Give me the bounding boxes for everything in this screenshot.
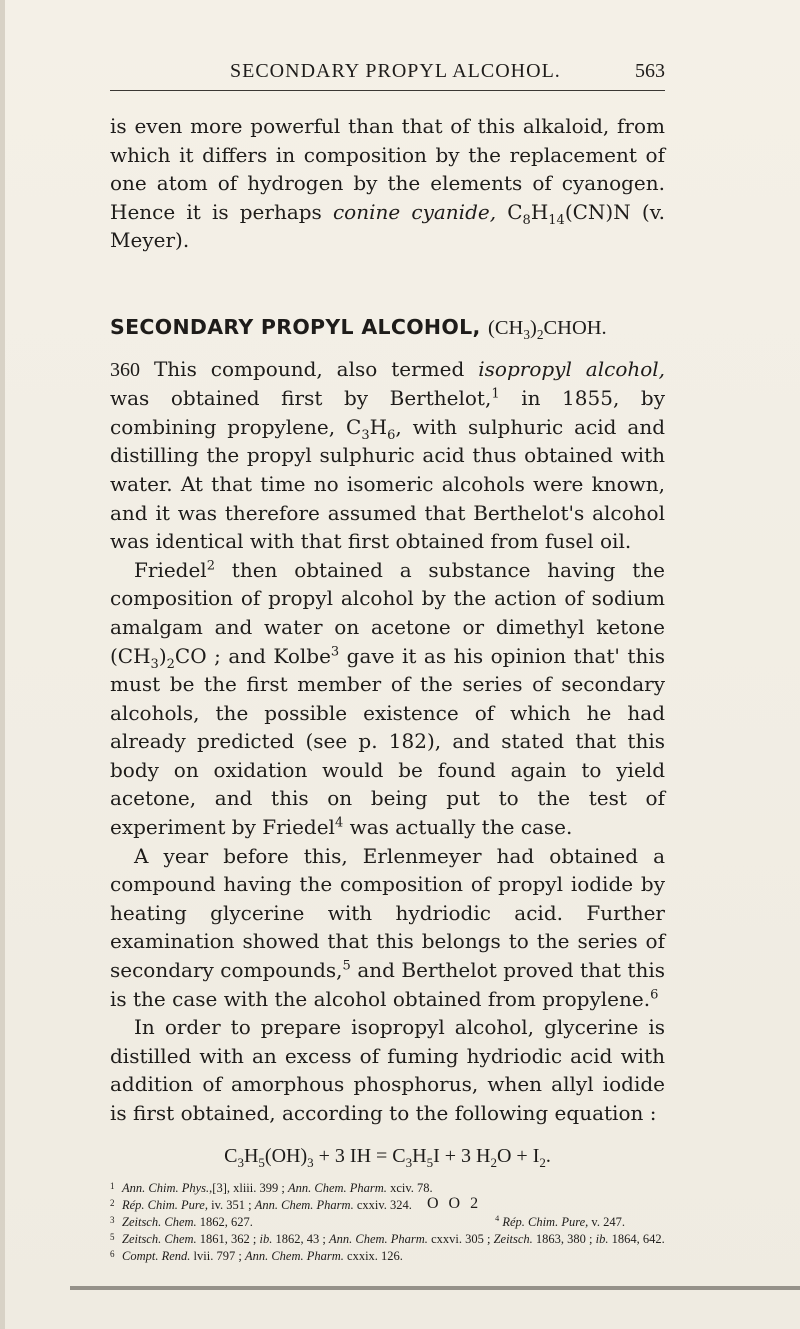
footnote-5-ref-e: 1864, 642. bbox=[611, 1232, 665, 1247]
footnote-2-ref-b: cxxiv. 324. bbox=[356, 1198, 412, 1213]
footnote-ref-1: 1 bbox=[491, 386, 500, 402]
footnote-5-ref-b: 1862, 43 ; bbox=[275, 1232, 326, 1247]
p1-italic: isopropyl alcohol, bbox=[478, 356, 666, 381]
paragraph-number: 360 bbox=[110, 358, 140, 381]
footnote-1-source-a: Ann. Chim. Phys. bbox=[122, 1181, 210, 1196]
section-formula bbox=[488, 316, 607, 343]
footnote-1-source-b: Ann. Chem. Pharm. bbox=[287, 1181, 387, 1196]
scan-edge-mark bbox=[70, 1286, 800, 1290]
footnote-4-ref: v. 247. bbox=[591, 1215, 625, 1230]
p1-text4: H bbox=[369, 414, 388, 439]
footnote-ref-6: 6 bbox=[650, 986, 659, 1002]
intro-attribution: (v. Meyer). bbox=[110, 199, 665, 253]
compound-name: conine cyanide, bbox=[332, 199, 497, 224]
footnote-5-ref-a: 1861, 362 ; bbox=[199, 1232, 257, 1247]
eq-s2: 5 bbox=[258, 1154, 265, 1170]
eq-t7: O + I bbox=[496, 1144, 540, 1167]
p2-sub2: 2 bbox=[166, 656, 175, 672]
scan-gutter bbox=[0, 0, 5, 1329]
paragraph-friedel bbox=[110, 556, 665, 842]
footnote-3-4-row bbox=[110, 1214, 665, 1231]
footnote-5-source-b: Ann. Chem. Pharm. bbox=[328, 1232, 428, 1247]
p1-text3: in 1855, by combining propylene, C bbox=[110, 386, 665, 439]
p2-text6: was actually the case. bbox=[349, 815, 573, 840]
footnotes bbox=[110, 1180, 665, 1265]
section-formula-end: CHOH. bbox=[543, 316, 607, 339]
eq-t2: H bbox=[243, 1144, 259, 1167]
p3-text2: and Berthelot proved that this is the case with the alcohol obtained from propylene. bbox=[110, 958, 666, 1011]
formula-c-sub: 8 bbox=[522, 212, 531, 228]
p2-text3: ) bbox=[158, 643, 167, 668]
page-body bbox=[110, 112, 665, 1265]
p3-text1: A year before this, Erlenmeyer had obtained a compound having the composition of propyl iodide by heating glycerine with hydriodic acid. Further examination showed that this belongs to the series of secondary compounds, bbox=[110, 843, 665, 983]
footnote-4-mark: 4 bbox=[495, 1214, 500, 1224]
eq-t6: I + 3 H bbox=[433, 1144, 491, 1167]
section-title bbox=[110, 313, 665, 343]
p4-text: In order to prepare isopropyl alcohol, glycerine is distilled with an excess of fuming hydriodic acid with addition of amorphous phosphorus, when allyl iodide is first obtained, according to the following equation : bbox=[110, 1015, 665, 1125]
p1-sub1: 3 bbox=[361, 427, 370, 443]
footnote-2 bbox=[110, 1197, 665, 1214]
eq-t1: C bbox=[224, 1144, 238, 1167]
eq-s3: 3 bbox=[307, 1154, 314, 1170]
footnote-2-ref-a: iv. 351 ; bbox=[211, 1198, 252, 1213]
p1-text1: This compound, also termed bbox=[153, 356, 465, 381]
intro-paragraph bbox=[110, 112, 665, 255]
p2-text4: CO ; and Kolbe bbox=[174, 643, 331, 668]
formula-c: C bbox=[507, 199, 523, 224]
eq-s5: 5 bbox=[426, 1154, 434, 1170]
footnote-6-source-b: Ann. Chem. Pharm. bbox=[244, 1249, 344, 1264]
section-formula-sub2: 2 bbox=[536, 327, 544, 343]
p2-sub1: 3 bbox=[150, 656, 159, 672]
footnote-1-ref-b: xciv. 78. bbox=[390, 1181, 433, 1196]
eq-s1: 3 bbox=[237, 1154, 244, 1170]
page-number: 563 bbox=[635, 60, 665, 82]
paragraph-preparation bbox=[110, 1013, 665, 1127]
footnote-1 bbox=[110, 1180, 665, 1197]
footnote-3-ref: 1862, 627. bbox=[199, 1215, 253, 1230]
p2-text5: gave it as his opinion that' this must be the first member of the series of secondary alcohols, the possible existence of which he had already predicted (see p. 182), and stated that this body on oxidation would be found again to yield acetone, and this on being put to the test of experiment by Friedel bbox=[110, 643, 665, 840]
eq-s7: 2 bbox=[539, 1154, 546, 1170]
footnote-5-ref-d: 1863, 380 ; bbox=[535, 1232, 593, 1247]
eq-t4: + 3 IH = C bbox=[313, 1144, 406, 1167]
footnote-ref-4: 4 bbox=[334, 815, 344, 831]
p2-text2: then obtained a substance having the composition of propyl alcohol by the action of sodium amalgam and water on acetone or dimethyl ketone (CH bbox=[110, 557, 666, 668]
formula-rest: (CN)N bbox=[564, 199, 631, 224]
footnote-ref-5: 5 bbox=[342, 958, 351, 974]
paragraph-360 bbox=[110, 355, 665, 556]
footnote-4 bbox=[495, 1214, 625, 1231]
eq-t8: . bbox=[545, 1144, 551, 1167]
footnote-3-source: Zeitsch. Chem. bbox=[122, 1215, 197, 1230]
footnote-6-source-a: Compt. Rend. bbox=[122, 1249, 191, 1264]
p1-text2: was obtained first by Berthelot, bbox=[110, 386, 492, 411]
footnote-6 bbox=[110, 1248, 665, 1265]
footnote-5-source-a: Zeitsch. Chem. bbox=[122, 1232, 197, 1247]
footnote-5-source-c: Zeitsch. bbox=[493, 1232, 533, 1247]
footnote-ref-3: 3 bbox=[330, 643, 340, 659]
running-head bbox=[110, 60, 665, 91]
footnote-4-source: Rép. Chim. Pure, bbox=[502, 1215, 589, 1230]
footnote-1-mark: 1 bbox=[110, 1181, 115, 1192]
footnote-6-mark: 6 bbox=[110, 1249, 115, 1260]
eq-t3: (OH) bbox=[264, 1144, 308, 1167]
printer-signature: O O 2 bbox=[427, 1195, 482, 1212]
paragraph-erlenmeyer bbox=[110, 842, 665, 1014]
section-title-text: SECONDARY PROPYL ALCOHOL, bbox=[110, 314, 481, 339]
p2-text1: Friedel bbox=[134, 557, 207, 582]
footnote-1-ref-a: ,[3], xliii. 399 ; bbox=[209, 1181, 285, 1196]
footnote-2-source-a: Rép. Chim. Pure, bbox=[122, 1198, 208, 1213]
intro-text: is even more powerful than that of this alkaloid, from which it differs in composition by the replacement of one atom of hydrogen by the elements of cyanogen. Hence it is perhaps bbox=[110, 114, 665, 224]
footnote-ref-2: 2 bbox=[206, 558, 215, 574]
footnote-6-ref-b: cxxix. 126. bbox=[347, 1249, 403, 1264]
footnote-6-ref-a: lvii. 797 ; bbox=[193, 1249, 242, 1264]
chemical-equation bbox=[110, 1142, 665, 1171]
footnote-3-mark: 3 bbox=[110, 1215, 115, 1226]
footnote-5-ib-a: ib. bbox=[259, 1232, 273, 1247]
footnote-3 bbox=[110, 1214, 253, 1231]
p1-sub2: 6 bbox=[387, 427, 396, 443]
formula-h-sub: 14 bbox=[548, 212, 565, 228]
footnote-5-mark: 5 bbox=[110, 1232, 115, 1243]
footnote-2-mark: 2 bbox=[110, 1198, 115, 1209]
footnote-5-ib-b: ib. bbox=[595, 1232, 609, 1247]
running-title: SECONDARY PROPYL ALCOHOL. bbox=[230, 60, 561, 82]
eq-s4: 3 bbox=[405, 1154, 413, 1170]
footnote-5 bbox=[110, 1231, 665, 1248]
section-formula-close: ) bbox=[529, 316, 537, 339]
section-formula-sub: 3 bbox=[523, 327, 530, 343]
eq-s6: 2 bbox=[490, 1154, 497, 1170]
footnote-2-source-b: Ann. Chem. Pharm. bbox=[254, 1198, 354, 1213]
eq-t5: H bbox=[412, 1144, 427, 1167]
footnote-5-ref-c: cxxvi. 305 ; bbox=[431, 1232, 491, 1247]
p1-text5: , with sulphuric acid and distilling the propyl sulphuric acid thus obtained with water. At that time no isomeric alcohols were known, and it was therefore assumed that Berthelot's alcohol was identical with that first obtained from fusel oil. bbox=[110, 414, 665, 554]
section-formula-open: (CH bbox=[488, 316, 524, 339]
formula-h: H bbox=[530, 199, 549, 224]
